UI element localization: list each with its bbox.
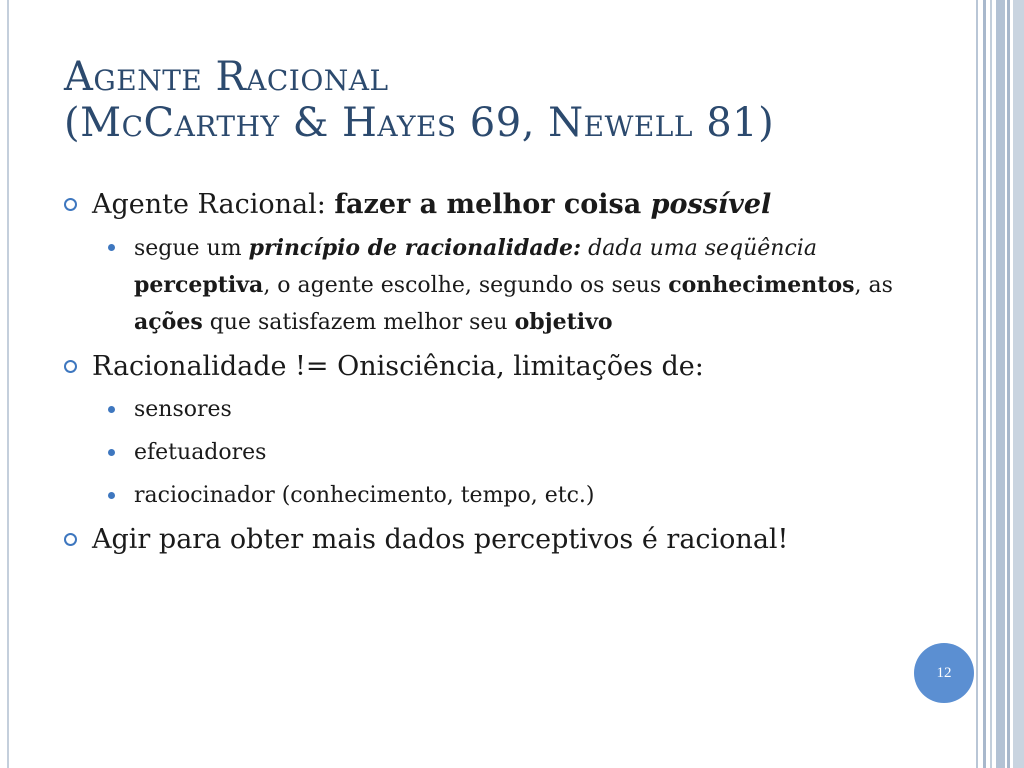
- circle-bullet-icon: [64, 533, 77, 546]
- bullet-text: Agir para obter mais dados perceptivos é racional!: [92, 524, 789, 555]
- sub-text-italic: dada uma seqüência: [581, 236, 817, 261]
- dot-bullet-icon: [108, 244, 115, 251]
- stripe: [990, 0, 992, 768]
- circle-bullet-icon: [64, 198, 77, 211]
- dot-bullet-icon: [108, 406, 115, 413]
- sub-text: , o agente escolhe, segundo os seus: [263, 273, 669, 298]
- sub-text: raciocinador (conhecimento, tempo, etc.): [134, 483, 595, 508]
- sub-text-bold: ações: [134, 309, 203, 335]
- dot-bullet-icon: [108, 492, 115, 499]
- sub-bullet-raciocinador: [64, 478, 904, 514]
- sub-text: sensores: [134, 397, 232, 422]
- bullet-text-bold: fazer a melhor coisa: [334, 189, 651, 220]
- title-line-1: Agente Racional: [64, 54, 389, 100]
- bullet-text-bold-italic: possível: [650, 189, 772, 220]
- sub-text-bold-italic: princípio de racionalidade:: [248, 235, 582, 261]
- bullet-text: Racionalidade != Onisciência, limitações de:: [92, 351, 704, 382]
- stripe: [996, 0, 1005, 768]
- sub-text-bold: conhecimentos: [668, 272, 855, 298]
- page-number-badge: 12: [914, 643, 974, 703]
- stripe: [1013, 0, 1024, 768]
- sub-bullet-sensores: [64, 392, 904, 428]
- sub-bullet-efetuadores: [64, 435, 904, 471]
- dot-bullet-icon: [108, 449, 115, 456]
- bullet-racionalidade: [64, 348, 904, 386]
- sub-bullet-principio: [64, 230, 904, 341]
- bullet-agente-racional: [64, 186, 904, 224]
- sub-text: segue um: [134, 236, 249, 261]
- circle-bullet-icon: [64, 360, 77, 373]
- sub-text-bold: objetivo: [514, 309, 613, 335]
- sub-text: que satisfazem melhor seu: [202, 310, 515, 335]
- sub-text: efetuadores: [134, 440, 267, 465]
- slide-title: [64, 54, 944, 146]
- title-line-2: (McCarthy & Hayes 69, Newell 81): [64, 100, 775, 146]
- bullet-agir: [64, 521, 904, 559]
- sub-text: , as: [854, 273, 893, 298]
- left-border-line: [7, 0, 9, 768]
- sub-text-bold: perceptiva: [134, 272, 264, 298]
- stripe: [983, 0, 986, 768]
- stripe: [976, 0, 978, 768]
- stripe: [1007, 0, 1010, 768]
- slide-content: [64, 186, 904, 565]
- right-decorative-stripes: [976, 0, 1024, 768]
- bullet-text: Agente Racional:: [92, 189, 335, 220]
